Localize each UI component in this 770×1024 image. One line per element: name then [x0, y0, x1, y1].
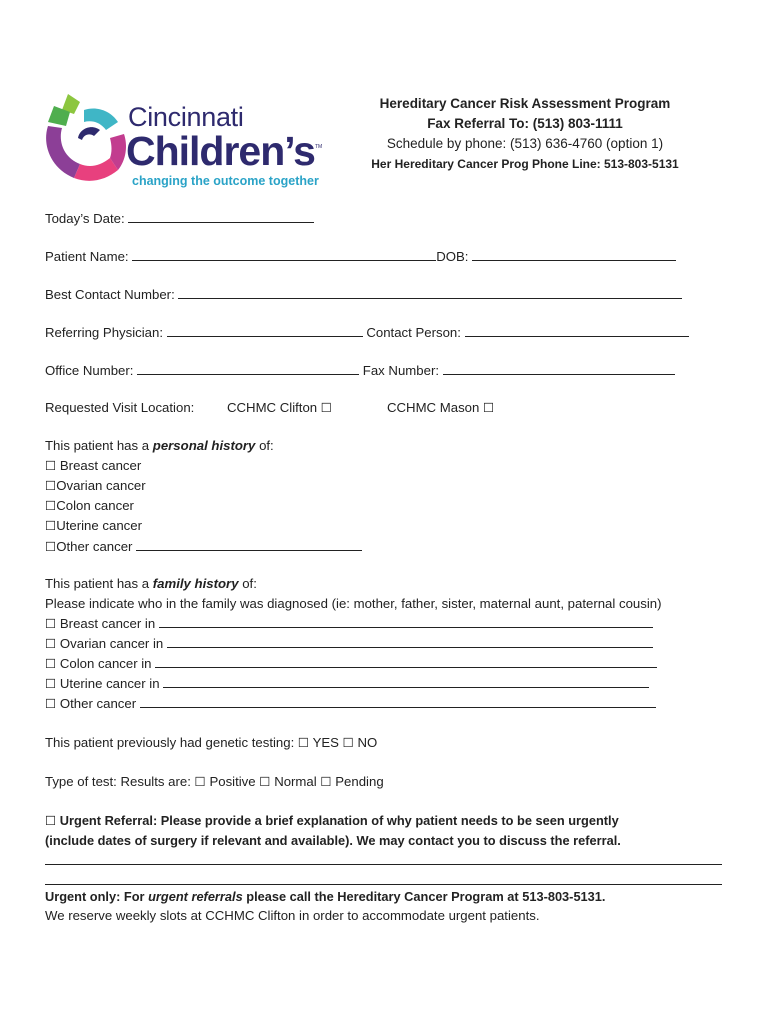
clifton-option[interactable]	[227, 400, 332, 415]
testing-no-checkbox[interactable]: ☐	[342, 735, 354, 750]
family-item-ovarian[interactable]	[45, 635, 653, 651]
urgent-only-note	[45, 889, 605, 904]
personal-suffix: of:	[259, 438, 274, 453]
fax-referral: Fax Referral To: (513) 803-1111	[427, 116, 623, 131]
todays-date-field[interactable]	[128, 210, 314, 223]
best-contact-row	[45, 286, 682, 302]
personal-item-uterine[interactable]	[45, 518, 142, 533]
family-other-field[interactable]	[140, 695, 656, 708]
referring-physician-label: Referring Physician:	[45, 325, 164, 340]
personal-other-field[interactable]	[136, 538, 362, 551]
personal-history-heading	[45, 438, 274, 453]
family-intro: This patient has a	[45, 576, 150, 591]
personal-item-colon[interactable]	[45, 498, 134, 513]
patient-name-field[interactable]	[132, 248, 436, 261]
logo-tagline: changing the outcome together	[132, 174, 319, 188]
mason-option[interactable]	[387, 400, 494, 415]
personal-uterine-label: Uterine cancer	[56, 518, 142, 533]
patient-name-label: Patient Name:	[45, 249, 129, 264]
family-breast-label: Breast cancer in	[59, 616, 156, 631]
family-item-uterine[interactable]	[45, 675, 649, 691]
family-uterine-label: Uterine cancer in	[59, 676, 160, 691]
office-number-field[interactable]	[137, 362, 359, 375]
family-colon-field[interactable]	[155, 655, 657, 668]
normal-label: Normal	[274, 774, 317, 789]
weekly-slots-note: We reserve weekly slots at CCHMC Clifton in order to accommodate urgent patients.	[45, 908, 540, 923]
personal-other-checkbox[interactable]: ☐	[45, 539, 57, 554]
urgent-referral-line1[interactable]	[45, 813, 619, 828]
genetic-testing-row	[45, 735, 377, 750]
physician-row	[45, 324, 689, 340]
office-number-label: Office Number:	[45, 363, 134, 378]
family-ovarian-checkbox[interactable]: ☐	[45, 636, 57, 651]
family-ovarian-field[interactable]	[167, 635, 653, 648]
logo-name-main: Children’s	[126, 128, 315, 174]
positive-label: Positive	[209, 774, 256, 789]
personal-emph: personal history	[152, 438, 256, 453]
pending-checkbox[interactable]: ☐	[320, 774, 332, 789]
personal-colon-label: Colon cancer	[56, 498, 134, 513]
mason-label: CCHMC Mason	[387, 400, 480, 415]
personal-intro: This patient has a	[45, 438, 150, 453]
personal-breast-label: Breast cancer	[59, 458, 142, 473]
program-title: Hereditary Cancer Risk Assessment Program	[379, 96, 671, 111]
family-instruction: Please indicate who in the family was diagnosed (ie: mother, father, sister, maternal aunt, paternal cousin)	[45, 596, 662, 611]
fax-number-field[interactable]	[443, 362, 675, 375]
urgent-referral-line2: (include dates of surgery if relevant and available). We may contact you to discuss the referral.	[45, 833, 621, 848]
test-type-row	[45, 774, 384, 789]
test-type-label: Type of test: Results are:	[45, 774, 191, 789]
dob-field[interactable]	[472, 248, 676, 261]
personal-item-ovarian[interactable]	[45, 478, 146, 493]
personal-item-other[interactable]	[45, 538, 362, 554]
patient-name-row	[45, 248, 676, 264]
logo-tm: TM	[315, 144, 323, 150]
urgent-referral-checkbox[interactable]: ☐	[45, 813, 57, 828]
pending-label: Pending	[335, 774, 384, 789]
urgent-explanation-line-2[interactable]	[45, 884, 722, 885]
family-suffix: of:	[242, 576, 257, 591]
referring-physician-field[interactable]	[167, 324, 363, 337]
urgent-only-phone: please call the Hereditary Cancer Program at 513-803-5131.	[246, 889, 606, 904]
personal-item-breast[interactable]	[45, 458, 141, 473]
personal-uterine-checkbox[interactable]: ☐	[45, 518, 57, 533]
family-other-checkbox[interactable]: ☐	[45, 696, 57, 711]
genetic-testing-question: This patient previously had genetic testing:	[45, 735, 295, 750]
personal-other-label: Other cancer	[56, 539, 133, 554]
positive-checkbox[interactable]: ☐	[194, 774, 206, 789]
fax-number-label: Fax Number:	[362, 363, 439, 378]
family-emph: family history	[152, 576, 239, 591]
office-row	[45, 362, 675, 378]
best-contact-field[interactable]	[178, 286, 682, 299]
family-other-label: Other cancer	[59, 696, 137, 711]
logo-name-top: Cincinnati	[128, 102, 244, 132]
testing-no-label: NO	[357, 735, 378, 750]
urgent-only-emph: urgent referrals	[148, 889, 243, 904]
contact-person-field[interactable]	[465, 324, 689, 337]
family-item-other[interactable]	[45, 695, 656, 711]
family-item-colon[interactable]	[45, 655, 657, 671]
family-colon-label: Colon cancer in	[59, 656, 152, 671]
visit-location-label: Requested Visit Location:	[45, 400, 195, 415]
clifton-checkbox[interactable]: ☐	[320, 400, 333, 415]
personal-colon-checkbox[interactable]: ☐	[45, 498, 57, 513]
family-uterine-field[interactable]	[163, 675, 649, 688]
todays-date-row	[45, 210, 314, 226]
best-contact-label: Best Contact Number:	[45, 287, 175, 302]
program-phone-line: Her Hereditary Cancer Prog Phone Line: 513-803-5131	[371, 157, 679, 171]
todays-date-label: Today’s Date:	[45, 211, 125, 226]
family-breast-field[interactable]	[159, 615, 653, 628]
personal-ovarian-checkbox[interactable]: ☐	[45, 478, 57, 493]
testing-yes-label: YES	[312, 735, 339, 750]
family-ovarian-label: Ovarian cancer in	[59, 636, 164, 651]
urgent-referral-text: Urgent Referral: Please provide a brief explanation of why patient needs to be seen urgently	[59, 813, 619, 828]
testing-yes-checkbox[interactable]: ☐	[297, 735, 310, 750]
family-breast-checkbox[interactable]: ☐	[45, 616, 57, 631]
urgent-explanation-line-1[interactable]	[45, 864, 722, 865]
contact-person-label: Contact Person:	[366, 325, 461, 340]
mason-checkbox[interactable]: ☐	[483, 400, 495, 415]
dob-label: DOB:	[436, 249, 469, 264]
family-colon-checkbox[interactable]: ☐	[45, 656, 57, 671]
personal-breast-checkbox[interactable]: ☐	[45, 458, 57, 473]
logo-mark-icon	[40, 88, 128, 186]
family-history-heading	[45, 576, 257, 591]
logo	[40, 88, 330, 193]
family-uterine-checkbox[interactable]: ☐	[45, 676, 57, 691]
personal-ovarian-label: Ovarian cancer	[56, 478, 146, 493]
clifton-label: CCHMC Clifton	[227, 400, 318, 415]
urgent-only-label: Urgent only: For	[45, 889, 145, 904]
normal-checkbox[interactable]: ☐	[259, 774, 271, 789]
schedule-phone: Schedule by phone: (513) 636-4760 (option 1)	[386, 136, 664, 151]
family-item-breast[interactable]	[45, 615, 653, 631]
